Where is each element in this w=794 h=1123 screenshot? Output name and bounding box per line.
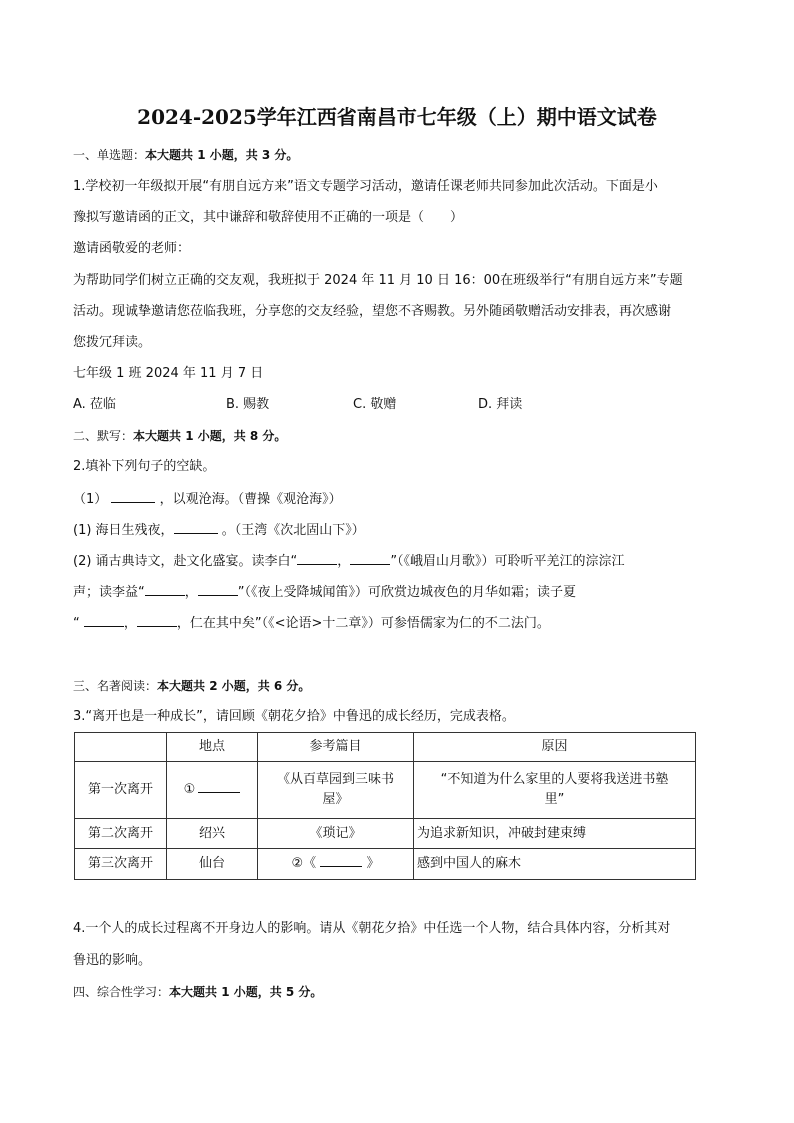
table-row — [75, 819, 696, 849]
fill-item-1 — [73, 490, 342, 509]
section-label: 三、名著阅读： — [73, 679, 158, 693]
section-heading-1 — [73, 146, 298, 164]
item-text: ， — [337, 554, 351, 569]
answer-blank[interactable] — [297, 552, 337, 565]
question-4-line-2: 鲁迅的影响。 — [73, 953, 152, 968]
section-info: 本大题共 2 小题，共 6 分。 — [157, 679, 311, 693]
item-text: “ — [73, 616, 80, 631]
item-text: ， — [123, 616, 137, 631]
option-a[interactable]: A. 莅临 — [73, 397, 116, 412]
section-label: 一、单选题： — [73, 148, 146, 162]
cell-text: ②《 — [291, 856, 317, 871]
answer-blank[interactable] — [84, 614, 124, 627]
fill-item-2 — [73, 521, 365, 540]
section-info: 本大题共 1 小题，共 5 分。 — [169, 985, 323, 999]
item-text: 。（王湾《次北固山下》） — [221, 523, 365, 538]
table-header — [75, 733, 167, 762]
answer-blank[interactable] — [198, 583, 238, 596]
table-cell: 第三次离开 — [75, 849, 167, 880]
table-cell — [258, 849, 414, 880]
question-1-line-2: 豫拟写邀请函的正文，其中谦辞和敬辞使用不正确的一项是（ ） — [73, 210, 464, 225]
table-cell: 感到中国人的麻木 — [414, 849, 696, 880]
answer-blank[interactable] — [111, 490, 155, 503]
section-label: 二、默写： — [73, 429, 134, 443]
option-b[interactable]: B. 赐教 — [226, 397, 270, 412]
item-text: (2) 诵古典诗文，赴文化盛宴。读李白“ — [73, 554, 298, 569]
section-label: 四、综合性学习： — [73, 985, 170, 999]
answer-blank[interactable] — [145, 583, 185, 596]
item-text: ”（《峨眉山月歌》）可聆听平羌江的淙淙江 — [390, 554, 625, 569]
options-row — [73, 396, 573, 414]
letter-signature: 七年级 1 班 2024 年 11 月 7 日 — [73, 366, 264, 381]
section-heading-2 — [73, 427, 286, 445]
item-text: (1) 海日生残夜， — [73, 523, 174, 538]
section-info: 本大题共 1 小题，共 8 分。 — [133, 429, 287, 443]
table-cell: 《琐记》 — [258, 819, 414, 849]
table-row — [75, 849, 696, 880]
item-text: ”（《夜上受降城闻笛》）可欣赏边城夜色的月华如霜；读子夏 — [237, 585, 577, 600]
circled-number: ① — [183, 782, 196, 797]
item-number: （1） — [73, 492, 108, 507]
cell-text: 》 — [366, 856, 380, 871]
table-header: 原因 — [414, 733, 696, 762]
letter-line-1: 为帮助同学们树立正确的交友观，我班拟于 2024 年 11 月 10 日 16：00在班级举行“有朋自远方来”专题 — [73, 273, 683, 288]
table-cell: 仙台 — [167, 849, 258, 880]
cell-line: “不知道为什么家里的人要将我送进书塾 — [440, 772, 669, 787]
section-heading-3 — [73, 677, 310, 695]
letter-greeting: 邀请函敬爱的老师： — [73, 241, 191, 256]
question-4-line-1: 4.一个人的成长过程离不开身边人的影响。请从《朝花夕拾》中任选一个人物，结合具体内容，分析其对 — [73, 921, 671, 936]
table-header: 地点 — [167, 733, 258, 762]
item-text: ，以观沧海。（曹操《观沧海》） — [159, 492, 342, 507]
table-row — [75, 762, 696, 819]
item-text: 声；读李益“ — [73, 585, 145, 600]
fill-item-3-end — [73, 614, 550, 633]
table-header: 参考篇目 — [258, 733, 414, 762]
item-text: ，仁在其中矣”（《<论语>十二章》）可参悟儒家为仁的不二法门。 — [176, 616, 550, 631]
cell-line: 里” — [544, 792, 565, 807]
answer-blank[interactable] — [198, 780, 240, 793]
table-cell — [414, 762, 696, 819]
table-cell: 第二次离开 — [75, 819, 167, 849]
section-heading-4 — [73, 983, 322, 1001]
section-info: 本大题共 1 小题，共 3 分。 — [145, 148, 299, 162]
answer-blank[interactable] — [350, 552, 390, 565]
cell-line: 《从百草园到三味书 — [276, 772, 394, 787]
cell-line: 屋》 — [322, 792, 349, 807]
fill-item-3 — [73, 552, 625, 571]
question-1-line-1: 1.学校初一年级拟开展“有朋自远方来”语文专题学习活动，邀请任课老师共同参加此次活动。下面是小 — [73, 179, 658, 194]
table-cell — [258, 762, 414, 819]
table-cell: 绍兴 — [167, 819, 258, 849]
answer-blank[interactable] — [320, 854, 362, 867]
answer-blank[interactable] — [174, 521, 218, 534]
item-text: ， — [184, 585, 198, 600]
question-2: 2.填补下列句子的空缺。 — [73, 459, 216, 474]
letter-line-2: 活动。现诚挚邀请您莅临我班，分享您的交友经验，望您不吝赐教。另外随函敬赠活动安排表，再次感谢 — [73, 304, 672, 319]
fill-item-3-cont — [73, 583, 576, 602]
question-3: 3.“离开也是一种成长”，请回顾《朝花夕拾》中鲁迅的成长经历，完成表格。 — [73, 709, 515, 724]
exam-title: 2024-2025学年江西省南昌市七年级（上）期中语文试卷 — [137, 105, 657, 129]
table-cell — [167, 762, 258, 819]
growth-table — [74, 732, 696, 880]
option-d[interactable]: D. 拜读 — [478, 397, 523, 412]
letter-line-3: 您拨冗拜读。 — [73, 335, 152, 350]
table-cell: 第一次离开 — [75, 762, 167, 819]
answer-blank[interactable] — [137, 614, 177, 627]
table-cell: 为追求新知识，冲破封建束缚 — [414, 819, 696, 849]
option-c[interactable]: C. 敬赠 — [353, 397, 397, 412]
table-header-row — [75, 733, 696, 762]
